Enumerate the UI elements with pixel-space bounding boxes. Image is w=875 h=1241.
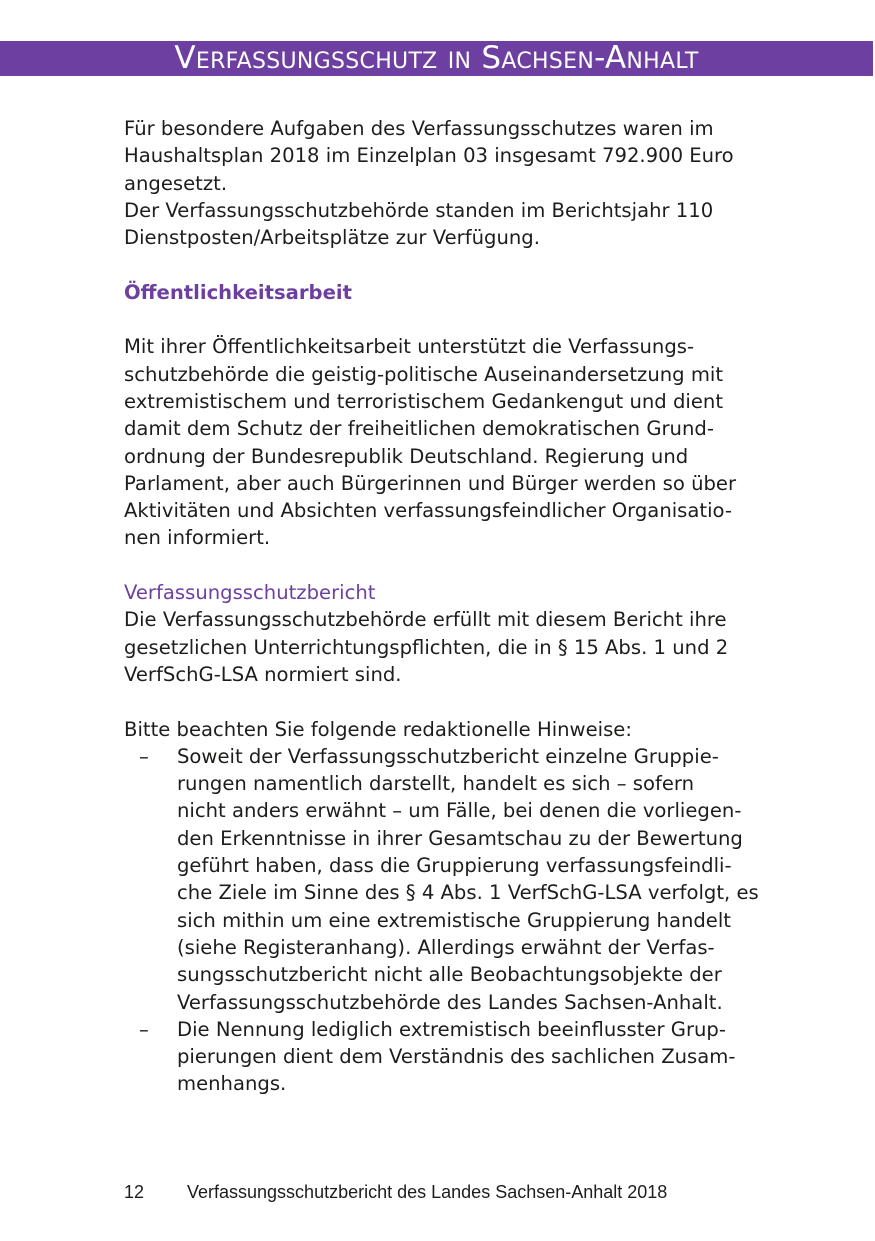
- section-heading: Öffentlichkeitsarbeit: [124, 280, 352, 304]
- text-line: schutzbehörde die geistig-politische Auseinandersetzung mit: [124, 362, 724, 386]
- text-line: den Erkenntnisse in ihrer Gesamtschau zu der Bewertung: [177, 826, 743, 850]
- page-number: 12: [124, 1182, 145, 1202]
- text-line: Haushaltsplan 2018 im Einzelplan 03 insgesamt 792.900 Euro: [124, 144, 734, 168]
- text-line: menhangs.: [177, 1072, 287, 1096]
- section-paragraph: [124, 333, 764, 551]
- text-line: Die Nennung lediglich extremistisch beeinflusster Grup-: [177, 1017, 726, 1041]
- notes-list: [124, 743, 764, 1098]
- subsection-heading: Verfassungsschutzbericht: [124, 581, 376, 605]
- page-content: [124, 115, 764, 1098]
- text-line: (siehe Registeranhang). Allerdings erwähnt der Verfas-: [177, 935, 715, 959]
- text-line: che Ziele im Sinne des § 4 Abs. 1 VerfSchG-LSA verfolgt, es: [177, 881, 759, 905]
- text-line: sich mithin um eine extremistische Gruppierung handelt: [177, 908, 731, 932]
- text-line: Aktivitäten und Absichten verfassungsfeindlicher Organisatio-: [124, 499, 732, 523]
- intro-paragraph: [124, 115, 764, 251]
- text-line: Dienstposten/Arbeitsplätze zur Verfügung.: [124, 226, 540, 250]
- text-line: angesetzt.: [124, 171, 228, 195]
- list-item: [124, 743, 764, 1016]
- spacer: [124, 552, 764, 579]
- list-item: [124, 1016, 764, 1098]
- text-line: Der Verfassungsschutzbehörde standen im Berichtsjahr 110: [124, 198, 714, 222]
- text-line: Für besondere Aufgaben des Verfassungsschutzes waren im: [124, 117, 714, 140]
- header-title: Verfassungsschutz in Sachsen-Anhalt: [174, 40, 699, 76]
- footer-title: Verfassungsschutzbericht des Landes Sachsen-Anhalt 2018: [187, 1182, 668, 1202]
- notes-intro: Bitte beachten Sie folgende redaktionelle Hinweise:: [124, 717, 632, 741]
- text-line: Die Verfassungsschutzbehörde erfüllt mit diesem Bericht ihre: [124, 608, 727, 632]
- text-line: Parlament, aber auch Bürgerinnen und Bürger werden so über: [124, 471, 737, 495]
- dash-bullet: –: [139, 1017, 149, 1041]
- subsection-paragraph: [124, 606, 764, 688]
- text-line: Verfassungsschutzbehörde des Landes Sachsen-Anhalt.: [177, 990, 723, 1014]
- page-header: [0, 41, 873, 76]
- text-line: Soweit der Verfassungsschutzbericht einzelne Gruppie-: [177, 744, 719, 768]
- dash-bullet: –: [139, 744, 149, 768]
- text-line: VerfSchG-LSA normiert sind.: [124, 662, 402, 686]
- text-line: nen informiert.: [124, 526, 271, 550]
- text-line: gesetzlichen Unterrichtungspflichten, die in § 15 Abs. 1 und 2: [124, 635, 729, 659]
- text-line: extremistischem und terroristischem Gedankengut und dient: [124, 389, 723, 413]
- text-line: nicht anders erwähnt – um Fälle, bei denen die vorliegen-: [177, 799, 742, 823]
- text-line: Mit ihrer Öffentlichkeitsarbeit unterstützt die Verfassungs-: [124, 335, 695, 359]
- spacer: [124, 251, 764, 278]
- page-footer: [124, 1181, 667, 1203]
- text-line: damit dem Schutz der freiheitlichen demokratischen Grund-: [124, 417, 714, 441]
- spacer: [124, 306, 764, 333]
- text-line: pierungen dient dem Verständnis des sachlichen Zusam-: [177, 1045, 736, 1069]
- text-line: rungen namentlich darstellt, handelt es sich – sofern: [177, 772, 695, 796]
- spacer: [124, 688, 764, 715]
- text-line: sungsschutzbericht nicht alle Beobachtungsobjekte der: [177, 963, 722, 987]
- text-line: ordnung der Bundesrepublik Deutschland. Regierung und: [124, 444, 689, 468]
- text-line: geführt haben, dass die Gruppierung verfassungsfeindli-: [177, 854, 732, 878]
